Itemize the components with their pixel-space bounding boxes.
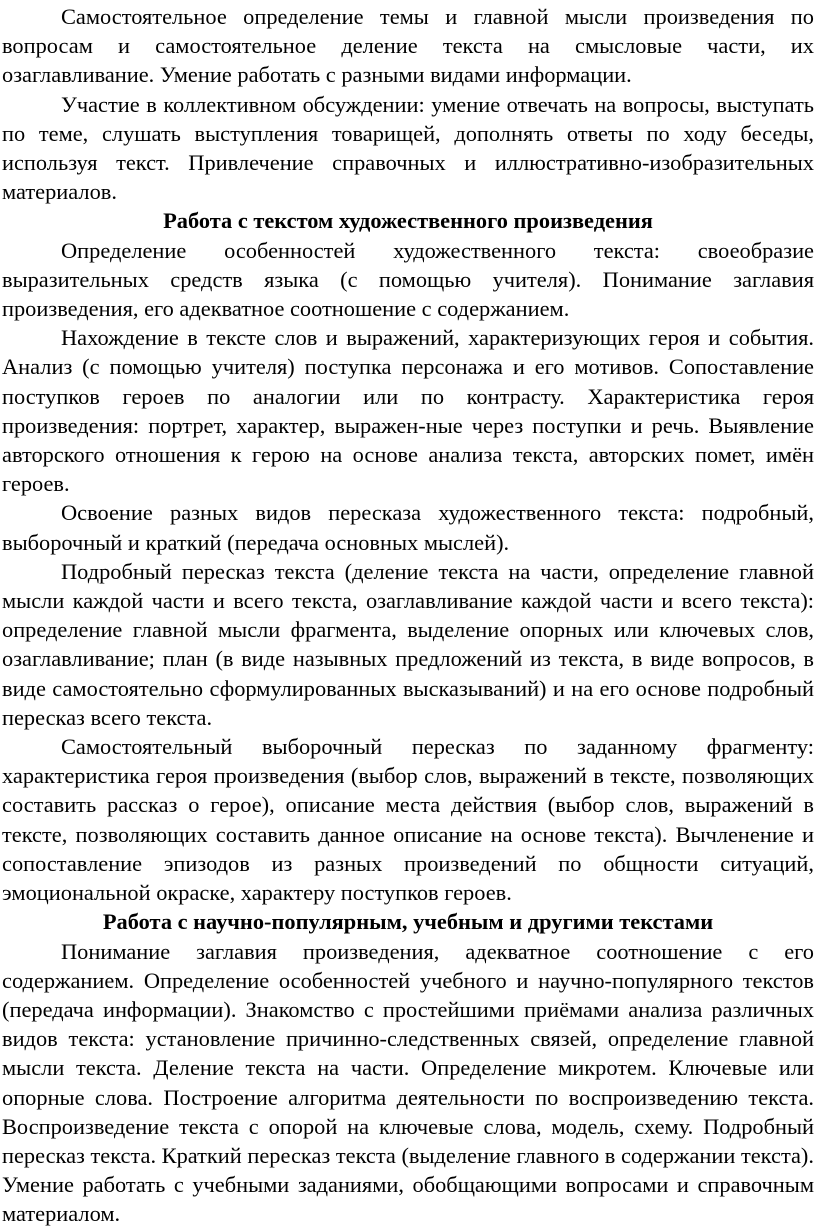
paragraph: Освоение разных видов пересказа художественного текста: подробный, выборочный и краткий (передача основных мыслей). (2, 500, 814, 555)
section-heading: Работа с научно-популярным, учебным и другими текстами (102, 909, 714, 935)
paragraph: Определение особенностей художественного текста: своеобразие выразительных средств языка (с помощью учителя). Понимание заглавия произведения, его адекватное соотношение с содержанием. (2, 237, 814, 322)
paragraph: Нахождение в тексте слов и выражений, характеризующих героя и события. Анализ (с помощью учителя) поступка персонажа и его мотивов. Сопоставление поступков героев по аналогии или по контрасту. Характеристика героя произведения: портрет, характер, выражен-ные через поступки и речь. Выявление авторского отношения к герою на основе анализа текста, авторских помет, имён героев. (2, 325, 814, 497)
paragraph: Понимание заглавия произведения, адекватное соотношение с его содержанием. Определение особенностей учебного и научно-популярного текстов (передача информации). Знакомство с простейшими приёмами анализа различных видов текста: установление причинно-следственных связей, определение главной мысли текста. Деление текста на части. Определение микротем. Ключевые или опорные слова. Построение алгоритма деятельности по воспроизведению текста. Воспроизведение текста с опорой на ключевые слова, модель, схему. Подробный пересказ текста. Краткий пересказ текста (выделение главного в содержании текста). Умение работать с учебными заданиями, обобщающими вопросами и справочным материалом. (2, 938, 814, 1227)
paragraph: Участие в коллективном обсуждении: умение отвечать на вопросы, выступать по теме, слушать выступления товарищей, дополнять ответы по ходу беседы, используя текст. Привлечение справочных и иллюстративно-изобразительных материалов. (2, 91, 814, 205)
paragraph: Самостоятельное определение темы и главной мысли произведения по вопросам и самостоятельное деление текста на смысловые части, их озаглавливание. Умение работать с разными видами информации. (2, 4, 814, 88)
section-heading: Работа с текстом художественного произведения (163, 208, 653, 234)
paragraph: Подробный пересказ текста (деление текста на части, определение главной мысли каждой части и всего текста, озаглавливание каждой части и всего текста): определение главной мысли фрагмента, выделение опорных или ключевых слов, озаглавливание; план (в виде назывных предложений из текста, в виде вопросов, в виде самостоятельно сформулированных высказываний) и на его основе подробный пересказ всего текста. (2, 558, 814, 730)
paragraph: Самостоятельный выборочный пересказ по заданному фрагменту: характеристика героя произведения (выбор слов, выражений в тексте, позволяющих составить рассказ о герое), описание места действия (выбор слов, выражений в тексте, позволяющих составить данное описание на основе текста). Вычленение и сопоставление эпизодов из разных произведений по общности ситуаций, эмоциональной окраске, характеру поступков героев. (2, 734, 814, 906)
